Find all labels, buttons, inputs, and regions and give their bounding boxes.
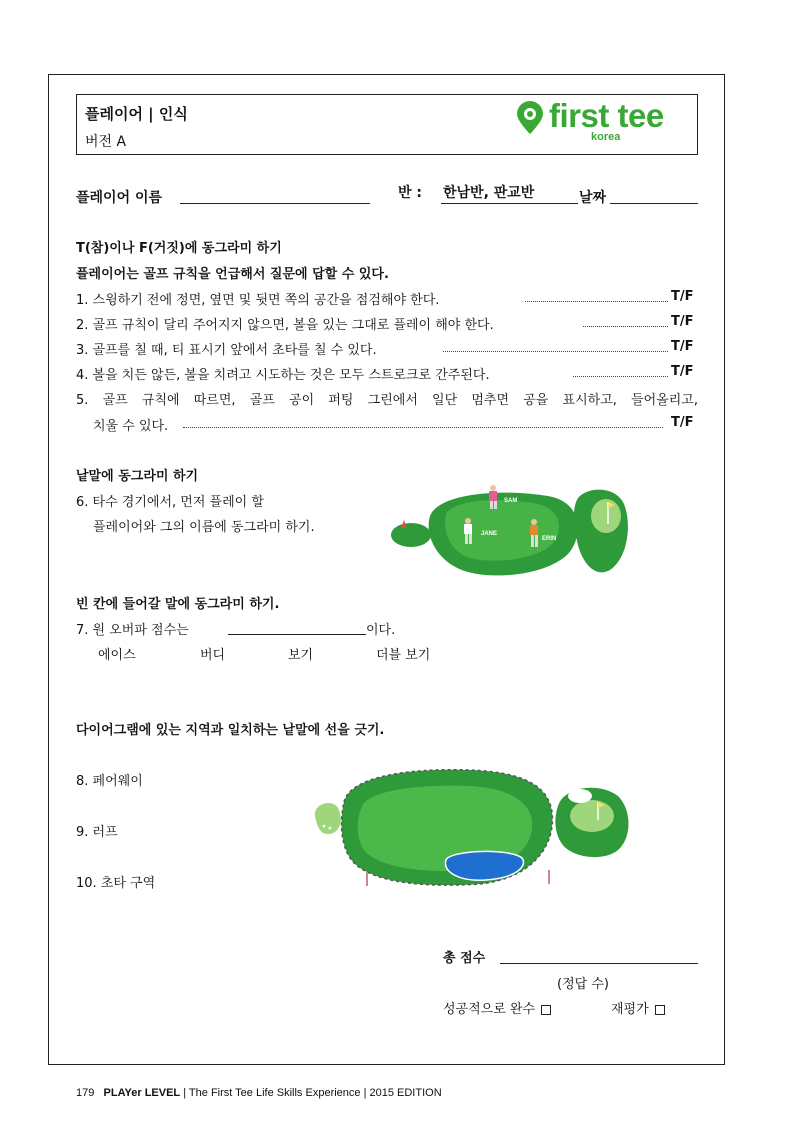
total-score-label: 총 점수	[443, 951, 486, 966]
section1-subtitle: 플레이어는 골프 규칙을 언급해서 질문에 답할 수 있다.	[76, 267, 389, 282]
q6-line2: 플레이어와 그의 이름에 동그라미 하기.	[93, 520, 315, 535]
first-tee-logo	[515, 97, 691, 149]
option-bogey[interactable]: 보기	[288, 648, 314, 663]
success-checkbox-row[interactable]	[443, 998, 551, 1017]
total-score-blank[interactable]	[500, 963, 698, 964]
tf-item-5: 5. 골프 규칙에 따르면, 골프 공이 퍼팅 그린에서 일단 멈추면 공을 표시하고, 들어올리고,	[76, 393, 698, 408]
match-tee-box[interactable]: 10. 초타 구역	[76, 876, 156, 891]
tf-answer-4[interactable]: T/F	[671, 364, 694, 379]
option-double-bogey[interactable]: 더블 보기	[376, 648, 431, 663]
correct-count-label: (정답 수)	[557, 977, 609, 992]
success-checkbox[interactable]	[541, 1005, 551, 1015]
class-label: 반 :	[398, 185, 422, 201]
section2-instruction: 낱말에 동그라미 하기	[76, 469, 199, 484]
leader-dots	[573, 376, 668, 377]
tf-item-4: 4. 볼을 치든 않든, 볼을 치려고 시도하는 것은 모두 스트로크로 간주된다.	[76, 368, 490, 383]
tee-box-area[interactable]	[315, 803, 341, 834]
leader-dots	[183, 427, 663, 428]
q7-blank	[228, 634, 366, 635]
match-rough[interactable]: 9. 러프	[76, 825, 118, 840]
leader-dots	[583, 326, 668, 327]
section3-instruction: 빈 칸에 들어갈 말에 동그라미 하기.	[76, 597, 280, 612]
player-name-label: 플레이어 이름	[76, 190, 163, 206]
player-name-blank[interactable]	[180, 203, 370, 204]
name-sam[interactable]: SAM	[504, 498, 518, 504]
tf-item-1: 1. 스윙하기 전에 정면, 옆면 및 뒷면 쪽의 공간을 점검해야 한다.	[76, 293, 440, 308]
worksheet-title: 플레이어 | 인식	[85, 105, 188, 123]
name-erin[interactable]: ERIN	[542, 536, 557, 542]
retest-checkbox[interactable]	[655, 1005, 665, 1015]
match-fairway[interactable]: 8. 페어웨이	[76, 774, 143, 789]
class-blank	[441, 203, 578, 204]
leader-dots	[525, 301, 668, 302]
name-jane[interactable]: JANE	[481, 531, 498, 537]
section4-instruction: 다이어그램에 있는 지역과 일치하는 낱말에 선을 긋기.	[76, 723, 385, 738]
tf-item-5-continued: 치울 수 있다.	[93, 419, 169, 434]
tf-item-3: 3. 골프를 칠 때, 티 표시기 앞에서 초타를 칠 수 있다.	[76, 343, 377, 358]
class-value: 한남반, 판교반	[443, 185, 535, 201]
q7-suffix: 이다.	[366, 623, 396, 638]
tf-item-2: 2. 골프 규칙이 달리 주어지지 않으면, 볼을 있는 그대로 플레이 해야 한다.	[76, 318, 494, 333]
page-footer	[76, 1087, 442, 1099]
option-birdie[interactable]: 버디	[200, 648, 226, 663]
q7-prefix: 7. 원 오버파 점수는	[76, 623, 189, 638]
option-ace[interactable]: 에이스	[98, 648, 136, 663]
logo-subtext: korea	[591, 131, 621, 143]
date-label: 날짜	[579, 190, 607, 206]
page-number: 179	[76, 1087, 95, 1099]
golf-players-illustration	[388, 476, 634, 581]
header-box	[76, 94, 698, 155]
retest-label: 재평가	[611, 1002, 649, 1017]
leader-dots	[443, 351, 668, 352]
section1-instruction: T(참)이나 F(거짓)에 동그라미 하기	[76, 241, 282, 256]
success-label: 성공적으로 완수	[443, 1002, 536, 1017]
footer-text: | The First Tee Life Skills Experience | 2015 EDITION	[183, 1087, 442, 1099]
green-area[interactable]	[570, 800, 614, 832]
footer-level: PLAYer LEVEL	[103, 1087, 181, 1099]
tf-answer-1[interactable]: T/F	[671, 289, 694, 304]
worksheet-version: 버전 A	[85, 134, 127, 150]
golf-hole-diagram	[310, 766, 635, 888]
retest-checkbox-row[interactable]	[611, 998, 665, 1017]
pin-icon	[515, 101, 545, 135]
tf-answer-5[interactable]: T/F	[671, 415, 694, 430]
tf-answer-3[interactable]: T/F	[671, 339, 694, 354]
logo-text: first tee	[549, 97, 664, 134]
q6-line1: 6. 타수 경기에서, 먼저 플레이 할	[76, 495, 264, 510]
tf-answer-2[interactable]: T/F	[671, 314, 694, 329]
date-blank[interactable]	[610, 203, 698, 204]
